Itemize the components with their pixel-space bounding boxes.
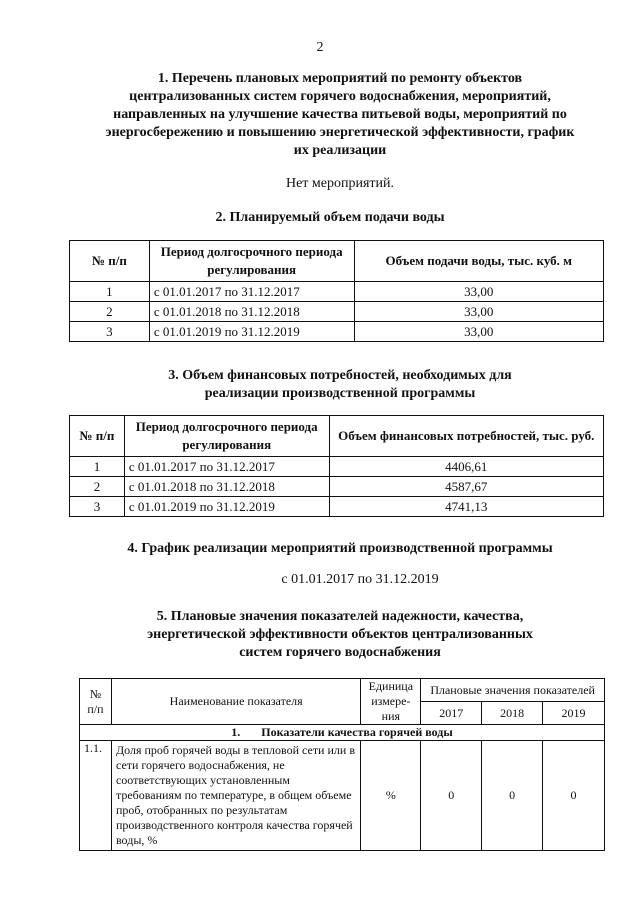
header-num: № п/п [70,416,125,457]
group-title [80,725,605,741]
row-num: 2 [70,302,150,322]
header-period: Период долгосрочного периода регулирования [149,241,354,282]
section-2-title: 2. Планируемый объем подачи воды [215,210,445,225]
row-num: 1 [70,282,150,302]
row-value-2019: 0 [543,741,605,851]
water-volume-table [69,240,604,342]
section-4-period: с 01.01.2017 по 31.12.2019 [281,572,439,587]
row-value-2017: 0 [421,741,482,851]
section-5-title-line: 5. Плановые значения показателей надежности, качества, [156,609,524,624]
row-num: 1 [70,457,125,477]
table-row [80,741,605,851]
row-name: Доля проб горячей воды в тепловой сети или в сети горячего водоснабжения, не соответствующих установленным требованиям по температуре, в общем объеме проб, отобранных по результатам производственного контроля качества горячей воды, % [111,741,360,851]
table-header-row [70,241,604,282]
header-year: 2018 [482,702,543,725]
row-unit: % [361,741,421,851]
section-1-title-line: централизованных систем горячего водоснабжения, мероприятий, [129,89,551,104]
section-1-note: Нет мероприятий. [285,176,395,191]
section-1-title [60,70,620,160]
table-row [70,282,604,302]
header-volume: Объем подачи воды, тыс. куб. м [354,241,603,282]
row-period: с 01.01.2018 по 31.12.2018 [149,302,354,322]
section-4-title: 4. График реализации мероприятий производственной программы [127,541,553,556]
section-1-title-line: направленных на улучшение качества питьевой воды, мероприятий по [113,107,567,122]
row-value: 4587,67 [329,477,603,497]
row-num: 2 [70,477,125,497]
header-period: Период долгосрочного периода регулирования [124,416,329,457]
header-unit: Единица измере-ния [361,679,421,725]
row-period: с 01.01.2019 по 31.12.2019 [149,322,354,342]
row-value: 4406,61 [329,457,603,477]
table-header-row [70,416,604,457]
section-1-title-line: энергосбережению и повышению энергетической эффективности, график [105,125,575,140]
header-name: Наименование показателя [111,679,360,725]
indicators-table [79,678,605,851]
section-5-title-line: систем горячего водоснабжения [239,645,441,660]
section-3-title-line: 3. Объем финансовых потребностей, необходимых для [168,368,512,383]
page-number: 2 [316,40,324,55]
table-row [70,302,604,322]
section-3-title [90,367,590,403]
row-num: 3 [70,322,150,342]
table-row [70,497,604,517]
section-5-title [50,608,630,662]
row-value: 4741,13 [329,497,603,517]
table-group-row [80,725,605,741]
row-period: с 01.01.2017 по 31.12.2017 [124,457,329,477]
group-title-text: Показатели качества горячей воды [261,725,453,739]
header-num: № п/п [70,241,150,282]
row-value: 33,00 [354,322,603,342]
financial-needs-table [69,415,604,517]
header-num: № п/п [80,679,112,725]
row-value: 33,00 [354,282,603,302]
group-num: 1. [231,725,241,739]
row-period: с 01.01.2019 по 31.12.2019 [124,497,329,517]
section-5-title-line: энергетической эффективности объектов централизованных [147,627,533,642]
table-row [70,322,604,342]
table-header-row [80,679,605,702]
section-1-title-line: их реализации [293,143,387,158]
row-num: 1.1. [80,741,112,851]
table-row [70,477,604,497]
section-3-title-line: реализации производственной программы [204,386,476,401]
header-year: 2017 [421,702,482,725]
row-num: 3 [70,497,125,517]
header-finance: Объем финансовых потребностей, тыс. руб. [329,416,603,457]
table-row [70,457,604,477]
header-year: 2019 [543,702,605,725]
row-value: 33,00 [354,302,603,322]
row-value-2018: 0 [482,741,543,851]
section-1-title-line: 1. Перечень плановых мероприятий по ремонту объектов [157,71,523,86]
row-period: с 01.01.2017 по 31.12.2017 [149,282,354,302]
header-planned: Плановые значения показателей [421,679,605,702]
row-period: с 01.01.2018 по 31.12.2018 [124,477,329,497]
